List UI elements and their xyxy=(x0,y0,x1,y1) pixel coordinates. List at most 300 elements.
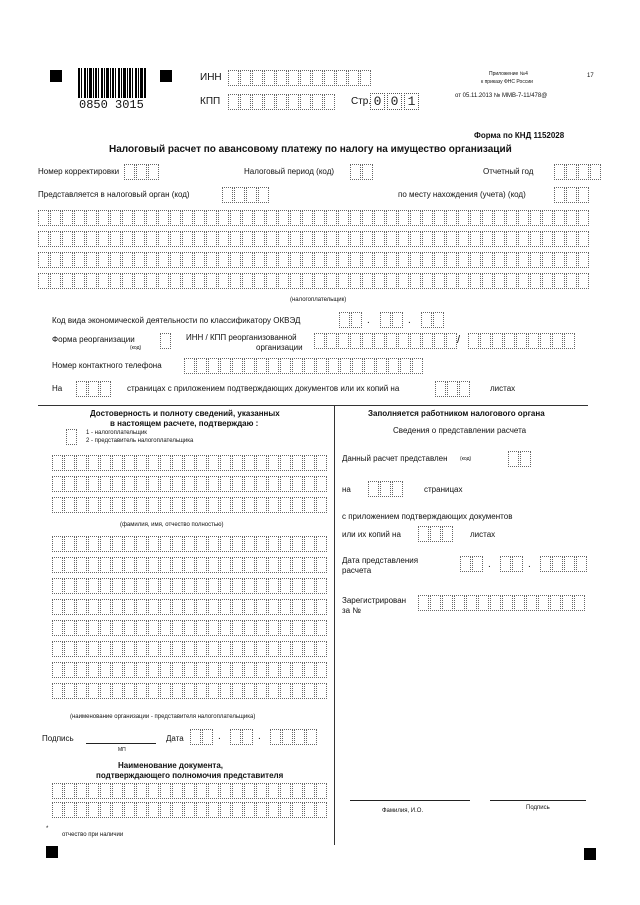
input-cell[interactable] xyxy=(196,497,207,513)
input-cell[interactable] xyxy=(562,595,573,611)
input-cell[interactable] xyxy=(100,662,111,678)
input-cell[interactable] xyxy=(290,273,301,289)
input-cell[interactable] xyxy=(148,683,159,699)
input-cell[interactable] xyxy=(172,620,183,636)
input-cell[interactable] xyxy=(326,231,337,247)
input-cell[interactable] xyxy=(100,557,111,573)
input-cell[interactable] xyxy=(170,273,181,289)
input-cell[interactable] xyxy=(100,641,111,657)
input-cell[interactable] xyxy=(172,497,183,513)
correction-number-cells[interactable] xyxy=(124,164,160,180)
officer-sign-line[interactable] xyxy=(490,800,586,801)
input-cell[interactable] xyxy=(88,557,99,573)
input-cell[interactable] xyxy=(554,231,565,247)
input-cell[interactable] xyxy=(494,252,505,268)
input-cell[interactable] xyxy=(410,273,421,289)
input-cell[interactable] xyxy=(172,802,183,818)
input-cell[interactable] xyxy=(98,252,109,268)
input-cell[interactable] xyxy=(172,578,183,594)
input-cell[interactable] xyxy=(64,578,75,594)
input-cell[interactable] xyxy=(482,252,493,268)
input-cell[interactable] xyxy=(172,683,183,699)
input-cell[interactable] xyxy=(494,273,505,289)
input-cell[interactable] xyxy=(280,641,291,657)
input-cell[interactable] xyxy=(514,595,525,611)
input-cell[interactable] xyxy=(292,536,303,552)
input-cell[interactable] xyxy=(338,231,349,247)
input-cell[interactable] xyxy=(50,231,61,247)
input-cell[interactable] xyxy=(304,683,315,699)
input-cell[interactable] xyxy=(220,497,231,513)
input-cell[interactable] xyxy=(244,557,255,573)
input-cell[interactable] xyxy=(110,273,121,289)
input-cell[interactable] xyxy=(208,497,219,513)
input-cell[interactable] xyxy=(160,662,171,678)
input-cell[interactable] xyxy=(350,231,361,247)
input-cell[interactable] xyxy=(88,599,99,615)
input-cell[interactable] xyxy=(418,595,429,611)
input-cell[interactable] xyxy=(254,231,265,247)
input-cell[interactable] xyxy=(434,273,445,289)
input-cell[interactable] xyxy=(232,557,243,573)
input-cell[interactable] xyxy=(268,455,279,471)
input-cell[interactable] xyxy=(304,557,315,573)
input-cell[interactable] xyxy=(112,783,123,799)
input-cell[interactable] xyxy=(374,273,385,289)
input-cell[interactable] xyxy=(350,210,361,226)
input-cell[interactable] xyxy=(136,599,147,615)
input-cell[interactable] xyxy=(196,783,207,799)
input-cell[interactable] xyxy=(208,802,219,818)
input-cell[interactable] xyxy=(196,476,207,492)
tax-period-cells[interactable] xyxy=(350,164,374,180)
input-cell[interactable] xyxy=(280,557,291,573)
input-cell[interactable] xyxy=(136,802,147,818)
input-cell[interactable] xyxy=(76,557,87,573)
input-cell[interactable] xyxy=(88,497,99,513)
input-cell[interactable] xyxy=(254,210,265,226)
input-cell[interactable] xyxy=(184,557,195,573)
reporting-year-cells[interactable] xyxy=(554,164,602,180)
input-cell[interactable] xyxy=(292,497,303,513)
input-cell[interactable] xyxy=(256,476,267,492)
input-cell[interactable] xyxy=(494,210,505,226)
input-cell[interactable] xyxy=(290,231,301,247)
input-cell[interactable] xyxy=(256,557,267,573)
right-date-month-cells[interactable] xyxy=(500,556,524,572)
signature-line[interactable] xyxy=(86,743,156,744)
input-cell[interactable] xyxy=(158,252,169,268)
input-cell[interactable] xyxy=(446,231,457,247)
input-cell[interactable] xyxy=(52,497,63,513)
input-cell[interactable] xyxy=(206,231,217,247)
input-cell[interactable] xyxy=(244,536,255,552)
input-cell[interactable] xyxy=(458,231,469,247)
input-cell[interactable] xyxy=(542,210,553,226)
input-cell[interactable] xyxy=(62,252,73,268)
input-cell[interactable] xyxy=(110,252,121,268)
input-cell[interactable] xyxy=(518,252,529,268)
input-cell[interactable] xyxy=(292,455,303,471)
input-cell[interactable] xyxy=(232,358,243,374)
input-cell[interactable] xyxy=(292,599,303,615)
input-cell[interactable] xyxy=(220,476,231,492)
input-cell[interactable] xyxy=(422,273,433,289)
input-cell[interactable] xyxy=(88,683,99,699)
grid-row[interactable] xyxy=(184,358,424,374)
input-cell[interactable] xyxy=(86,231,97,247)
date-year-cells[interactable] xyxy=(270,729,318,745)
input-cell[interactable] xyxy=(316,578,327,594)
input-cell[interactable] xyxy=(316,802,327,818)
input-cell[interactable] xyxy=(52,578,63,594)
grid-row[interactable] xyxy=(38,273,590,289)
input-cell[interactable] xyxy=(482,273,493,289)
input-cell[interactable] xyxy=(100,497,111,513)
input-cell[interactable] xyxy=(506,273,517,289)
input-cell[interactable] xyxy=(244,578,255,594)
input-cell[interactable] xyxy=(184,620,195,636)
input-cell[interactable] xyxy=(182,210,193,226)
input-cell[interactable] xyxy=(350,252,361,268)
grid-row[interactable] xyxy=(38,210,590,226)
grid-row[interactable] xyxy=(418,595,586,611)
right-sheets-cells[interactable] xyxy=(418,526,454,542)
input-cell[interactable] xyxy=(52,783,63,799)
input-cell[interactable] xyxy=(314,273,325,289)
input-cell[interactable] xyxy=(244,783,255,799)
input-cell[interactable] xyxy=(242,252,253,268)
input-cell[interactable] xyxy=(232,620,243,636)
input-cell[interactable] xyxy=(218,210,229,226)
input-cell[interactable] xyxy=(518,231,529,247)
right-date-day-cells[interactable] xyxy=(460,556,484,572)
input-cell[interactable] xyxy=(136,683,147,699)
input-cell[interactable] xyxy=(278,210,289,226)
input-cell[interactable] xyxy=(146,273,157,289)
input-cell[interactable] xyxy=(422,252,433,268)
input-cell[interactable] xyxy=(268,599,279,615)
input-cell[interactable] xyxy=(256,536,267,552)
input-cell[interactable] xyxy=(100,599,111,615)
input-cell[interactable] xyxy=(148,662,159,678)
input-cell[interactable] xyxy=(220,783,231,799)
input-cell[interactable] xyxy=(232,476,243,492)
input-cell[interactable] xyxy=(316,641,327,657)
location-cells[interactable] xyxy=(554,187,590,203)
input-cell[interactable] xyxy=(386,252,397,268)
input-cell[interactable] xyxy=(134,273,145,289)
input-cell[interactable] xyxy=(148,557,159,573)
input-cell[interactable] xyxy=(218,231,229,247)
input-cell[interactable] xyxy=(442,595,453,611)
reorg-inn-cells[interactable] xyxy=(314,333,461,349)
input-cell[interactable] xyxy=(112,620,123,636)
input-cell[interactable] xyxy=(386,210,397,226)
input-cell[interactable] xyxy=(100,683,111,699)
input-cell[interactable] xyxy=(206,210,217,226)
input-cell[interactable] xyxy=(376,358,387,374)
input-cell[interactable] xyxy=(362,210,373,226)
input-cell[interactable] xyxy=(530,231,541,247)
input-cell[interactable] xyxy=(76,476,87,492)
input-cell[interactable] xyxy=(230,210,241,226)
input-cell[interactable] xyxy=(88,536,99,552)
input-cell[interactable] xyxy=(64,476,75,492)
input-cell[interactable] xyxy=(100,455,111,471)
input-cell[interactable] xyxy=(64,662,75,678)
input-cell[interactable] xyxy=(172,536,183,552)
input-cell[interactable] xyxy=(316,476,327,492)
input-cell[interactable] xyxy=(148,536,159,552)
grid-row[interactable] xyxy=(52,599,328,615)
input-cell[interactable] xyxy=(566,252,577,268)
input-cell[interactable] xyxy=(244,662,255,678)
input-cell[interactable] xyxy=(266,231,277,247)
input-cell[interactable] xyxy=(64,536,75,552)
input-cell[interactable] xyxy=(184,497,195,513)
input-cell[interactable] xyxy=(244,641,255,657)
input-cell[interactable] xyxy=(314,252,325,268)
input-cell[interactable] xyxy=(232,578,243,594)
input-cell[interactable] xyxy=(242,231,253,247)
input-cell[interactable] xyxy=(124,536,135,552)
input-cell[interactable] xyxy=(398,252,409,268)
input-cell[interactable] xyxy=(542,231,553,247)
input-cell[interactable] xyxy=(148,641,159,657)
grid-row[interactable] xyxy=(52,557,328,573)
input-cell[interactable] xyxy=(218,252,229,268)
input-cell[interactable] xyxy=(52,476,63,492)
input-cell[interactable] xyxy=(100,578,111,594)
input-cell[interactable] xyxy=(184,683,195,699)
input-cell[interactable] xyxy=(184,641,195,657)
input-cell[interactable] xyxy=(400,358,411,374)
input-cell[interactable] xyxy=(76,497,87,513)
input-cell[interactable] xyxy=(220,578,231,594)
input-cell[interactable] xyxy=(184,599,195,615)
input-cell[interactable] xyxy=(278,252,289,268)
input-cell[interactable] xyxy=(430,595,441,611)
input-cell[interactable] xyxy=(542,252,553,268)
input-cell[interactable] xyxy=(76,455,87,471)
grid-row[interactable] xyxy=(38,252,590,268)
input-cell[interactable] xyxy=(124,683,135,699)
input-cell[interactable] xyxy=(292,802,303,818)
grid-row[interactable] xyxy=(52,783,328,799)
input-cell[interactable] xyxy=(316,599,327,615)
input-cell[interactable] xyxy=(478,595,489,611)
input-cell[interactable] xyxy=(122,273,133,289)
input-cell[interactable] xyxy=(160,578,171,594)
input-cell[interactable] xyxy=(470,273,481,289)
tax-office-cells[interactable] xyxy=(222,187,270,203)
input-cell[interactable] xyxy=(52,557,63,573)
input-cell[interactable] xyxy=(98,210,109,226)
input-cell[interactable] xyxy=(328,358,339,374)
okved-cells-2[interactable] xyxy=(380,312,404,328)
input-cell[interactable] xyxy=(280,802,291,818)
input-cell[interactable] xyxy=(86,252,97,268)
input-cell[interactable] xyxy=(388,358,399,374)
input-cell[interactable] xyxy=(518,273,529,289)
input-cell[interactable] xyxy=(64,683,75,699)
input-cell[interactable] xyxy=(268,641,279,657)
input-cell[interactable] xyxy=(208,536,219,552)
input-cell[interactable] xyxy=(220,536,231,552)
input-cell[interactable] xyxy=(50,210,61,226)
input-cell[interactable] xyxy=(160,476,171,492)
input-cell[interactable] xyxy=(148,802,159,818)
input-cell[interactable] xyxy=(230,252,241,268)
input-cell[interactable] xyxy=(160,557,171,573)
input-cell[interactable] xyxy=(232,662,243,678)
input-cell[interactable] xyxy=(256,599,267,615)
input-cell[interactable] xyxy=(64,783,75,799)
input-cell[interactable] xyxy=(502,595,513,611)
input-cell[interactable] xyxy=(194,210,205,226)
input-cell[interactable] xyxy=(172,599,183,615)
input-cell[interactable] xyxy=(242,210,253,226)
input-cell[interactable] xyxy=(422,210,433,226)
input-cell[interactable] xyxy=(100,620,111,636)
input-cell[interactable] xyxy=(232,455,243,471)
input-cell[interactable] xyxy=(170,210,181,226)
input-cell[interactable] xyxy=(554,273,565,289)
input-cell[interactable] xyxy=(316,662,327,678)
input-cell[interactable] xyxy=(352,358,363,374)
grid-row[interactable] xyxy=(52,497,328,513)
input-cell[interactable] xyxy=(112,497,123,513)
input-cell[interactable] xyxy=(52,641,63,657)
input-cell[interactable] xyxy=(220,641,231,657)
input-cell[interactable] xyxy=(76,578,87,594)
input-cell[interactable] xyxy=(364,358,375,374)
input-cell[interactable] xyxy=(196,620,207,636)
input-cell[interactable] xyxy=(268,683,279,699)
input-cell[interactable] xyxy=(88,662,99,678)
input-cell[interactable] xyxy=(208,620,219,636)
input-cell[interactable] xyxy=(52,802,63,818)
input-cell[interactable] xyxy=(494,231,505,247)
input-cell[interactable] xyxy=(506,252,517,268)
input-cell[interactable] xyxy=(74,252,85,268)
input-cell[interactable] xyxy=(50,273,61,289)
input-cell[interactable] xyxy=(220,620,231,636)
input-cell[interactable] xyxy=(434,231,445,247)
input-cell[interactable] xyxy=(304,599,315,615)
input-cell[interactable] xyxy=(38,231,49,247)
input-cell[interactable] xyxy=(170,231,181,247)
input-cell[interactable] xyxy=(196,599,207,615)
input-cell[interactable] xyxy=(64,599,75,615)
grid-row[interactable] xyxy=(52,455,328,471)
input-cell[interactable] xyxy=(196,641,207,657)
input-cell[interactable] xyxy=(490,595,501,611)
input-cell[interactable] xyxy=(268,536,279,552)
input-cell[interactable] xyxy=(158,273,169,289)
input-cell[interactable] xyxy=(304,662,315,678)
input-cell[interactable] xyxy=(112,802,123,818)
input-cell[interactable] xyxy=(326,252,337,268)
input-cell[interactable] xyxy=(52,662,63,678)
input-cell[interactable] xyxy=(206,252,217,268)
input-cell[interactable] xyxy=(112,599,123,615)
input-cell[interactable] xyxy=(280,476,291,492)
input-cell[interactable] xyxy=(542,273,553,289)
input-cell[interactable] xyxy=(314,210,325,226)
input-cell[interactable] xyxy=(62,210,73,226)
input-cell[interactable] xyxy=(112,476,123,492)
input-cell[interactable] xyxy=(124,802,135,818)
input-cell[interactable] xyxy=(88,641,99,657)
input-cell[interactable] xyxy=(434,210,445,226)
input-cell[interactable] xyxy=(208,578,219,594)
input-cell[interactable] xyxy=(326,273,337,289)
input-cell[interactable] xyxy=(326,210,337,226)
input-cell[interactable] xyxy=(256,783,267,799)
input-cell[interactable] xyxy=(124,578,135,594)
input-cell[interactable] xyxy=(470,210,481,226)
input-cell[interactable] xyxy=(112,662,123,678)
input-cell[interactable] xyxy=(412,358,423,374)
input-cell[interactable] xyxy=(280,536,291,552)
input-cell[interactable] xyxy=(302,273,313,289)
input-cell[interactable] xyxy=(148,620,159,636)
input-cell[interactable] xyxy=(266,252,277,268)
input-cell[interactable] xyxy=(398,210,409,226)
input-cell[interactable] xyxy=(124,620,135,636)
input-cell[interactable] xyxy=(256,620,267,636)
input-cell[interactable] xyxy=(122,210,133,226)
input-cell[interactable] xyxy=(280,358,291,374)
input-cell[interactable] xyxy=(374,210,385,226)
input-cell[interactable] xyxy=(148,599,159,615)
input-cell[interactable] xyxy=(268,476,279,492)
input-cell[interactable] xyxy=(112,536,123,552)
input-cell[interactable] xyxy=(410,252,421,268)
input-cell[interactable] xyxy=(160,599,171,615)
input-cell[interactable] xyxy=(316,557,327,573)
input-cell[interactable] xyxy=(172,783,183,799)
input-cell[interactable] xyxy=(52,620,63,636)
input-cell[interactable] xyxy=(76,802,87,818)
input-cell[interactable] xyxy=(52,536,63,552)
input-cell[interactable] xyxy=(124,557,135,573)
input-cell[interactable] xyxy=(338,273,349,289)
input-cell[interactable] xyxy=(268,620,279,636)
input-cell[interactable] xyxy=(410,231,421,247)
grid-row[interactable] xyxy=(52,578,328,594)
input-cell[interactable] xyxy=(208,476,219,492)
input-cell[interactable] xyxy=(88,802,99,818)
input-cell[interactable] xyxy=(244,358,255,374)
input-cell[interactable] xyxy=(316,497,327,513)
input-cell[interactable] xyxy=(566,210,577,226)
input-cell[interactable] xyxy=(196,358,207,374)
input-cell[interactable] xyxy=(134,231,145,247)
input-cell[interactable] xyxy=(100,536,111,552)
input-cell[interactable] xyxy=(362,231,373,247)
input-cell[interactable] xyxy=(256,683,267,699)
input-cell[interactable] xyxy=(208,557,219,573)
input-cell[interactable] xyxy=(244,620,255,636)
input-cell[interactable] xyxy=(268,358,279,374)
input-cell[interactable] xyxy=(256,578,267,594)
input-cell[interactable] xyxy=(208,683,219,699)
input-cell[interactable] xyxy=(268,578,279,594)
input-cell[interactable] xyxy=(304,455,315,471)
